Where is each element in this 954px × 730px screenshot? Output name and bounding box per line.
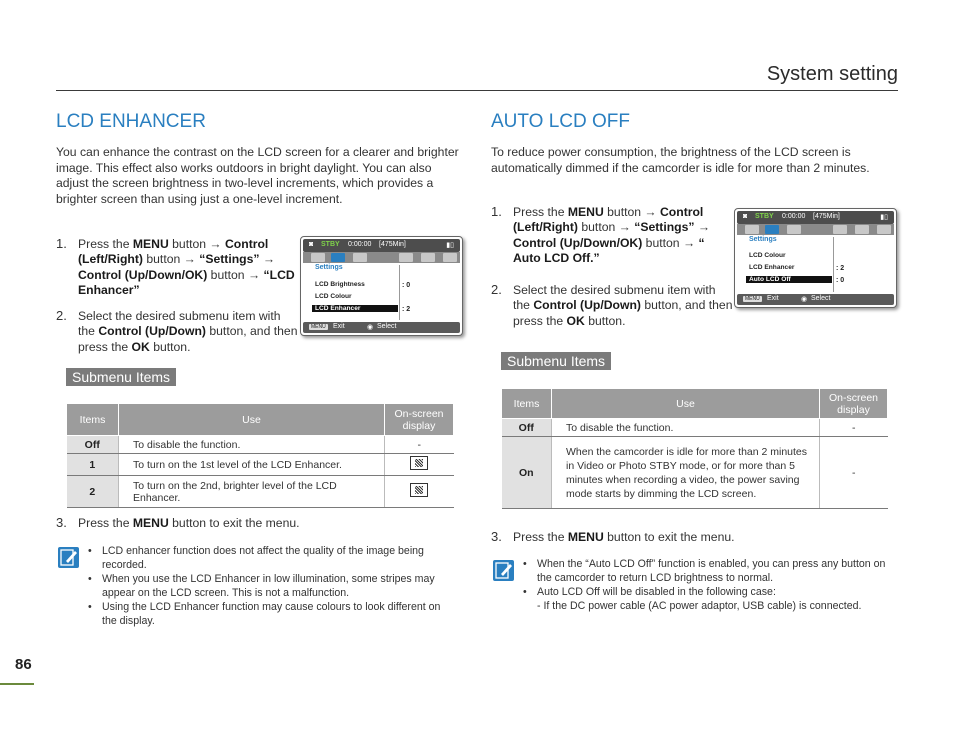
settings-label: Settings — [315, 264, 343, 271]
row-use: To turn on the 2nd, brighter level of the LCD Enhancer. — [119, 476, 385, 508]
row-item: Off — [67, 436, 119, 454]
select-label: Select — [377, 323, 397, 330]
col-header-items: Items — [502, 389, 552, 419]
submenu-items-badge: Submenu Items — [66, 368, 176, 386]
row-item: 1 — [67, 454, 119, 476]
col-header-display: On-screen display — [385, 404, 454, 436]
tab-icon — [745, 225, 759, 234]
menu-tabs — [737, 224, 894, 235]
exit-label: Exit — [333, 323, 345, 330]
menu-value: : 2 — [402, 306, 411, 313]
step-number: 1. — [491, 204, 502, 219]
settings-gear-icon — [765, 225, 779, 234]
menu-item-lcd-enhancer: LCD Enhancer — [749, 264, 795, 271]
row-display — [385, 454, 454, 476]
step-number: 2. — [491, 282, 502, 297]
menu-value: : 0 — [836, 277, 845, 284]
battery-icon: ▮▯ — [446, 242, 454, 249]
lcd-enhancer-1-icon — [410, 456, 428, 470]
lcd-status-bar — [737, 211, 894, 224]
step-number: 3. — [491, 529, 502, 544]
page-number: 86 — [15, 656, 32, 673]
menu-value: : 0 — [402, 282, 411, 289]
auto-lcd-off-title: AUTO LCD OFF — [491, 111, 630, 132]
lcd-status-bar — [303, 239, 460, 252]
row-item: On — [502, 437, 552, 509]
camcorder-lcd-screen — [300, 236, 463, 336]
note-item: • LCD enhancer function does not affect the quality of the image being recorded. — [86, 544, 458, 572]
step-3 — [56, 516, 456, 532]
col-header-use: Use — [552, 389, 820, 419]
menu-item-lcd-enhancer: LCD Enhancer — [312, 305, 398, 312]
lcd-bottom-bar — [303, 322, 460, 333]
row-display: - — [385, 436, 454, 454]
row-display — [385, 476, 454, 508]
page-number-rule — [0, 683, 34, 685]
auto-lcd-off-table — [501, 388, 888, 509]
table-row — [67, 454, 454, 476]
table-row — [67, 436, 454, 454]
time-counter: 0:00:00 — [348, 241, 372, 248]
step-text: Select the desired submenu item with the Control (Up/Down) button, and then press the OK button. — [78, 309, 298, 354]
camera-mode-icon: ◙ — [743, 213, 748, 220]
step-2 — [491, 283, 736, 331]
lcd-enhancer-title: LCD ENHANCER — [56, 111, 206, 132]
lcd-enhancer-notes — [86, 544, 458, 628]
row-use: To turn on the 1st level of the LCD Enhancer. — [119, 454, 385, 476]
note-item: • Using the LCD Enhancer function may cause colours to look different on the display. — [86, 600, 458, 628]
menu-key-chip: MENU — [311, 324, 326, 330]
row-use: When the camcorder is idle for more than 2 minutes in Video or Photo STBY mode, or for more than 5 minutes when recording a video, the power saving mode starts by dimming the LCD screen. — [552, 437, 820, 509]
row-display: - — [820, 437, 888, 509]
lcd-enhancer-table — [66, 403, 454, 508]
header-divider — [56, 90, 898, 91]
step-text: Press the MENU button to exit the menu. — [513, 530, 735, 544]
table-row — [67, 476, 454, 508]
tab-icon — [855, 225, 869, 234]
note-item: • When the “Auto LCD Off” function is enabled, you can press any button on the camcorder to return LCD brightness to normal. — [521, 557, 893, 585]
lcd-bottom-bar — [737, 294, 894, 305]
select-key-icon: ◉ — [367, 324, 374, 331]
battery-icon: ▮▯ — [880, 214, 888, 221]
note-sub-item: - If the DC power cable (AC power adaptor, USB cable) is connected. — [537, 600, 862, 612]
menu-key-chip: MENU — [745, 296, 760, 302]
submenu-items-badge: Submenu Items — [501, 352, 611, 370]
step-text: Press the MENU button → Control (Left/Right) button → “Settings” → Control (Up/Down/OK) button → “LCD Enhancer” — [78, 237, 295, 298]
exit-label: Exit — [767, 295, 779, 302]
camera-mode-icon: ◙ — [309, 241, 314, 248]
stby-label: STBY — [755, 213, 774, 220]
note-item: • When you use the LCD Enhancer in low illumination, some stripes may appear on the LCD screen. This is not a malfunction. — [86, 572, 458, 600]
stby-label: STBY — [321, 241, 340, 248]
tab-icon — [399, 253, 413, 262]
menu-divider — [399, 265, 400, 320]
auto-lcd-off-notes — [521, 557, 893, 613]
tab-icon — [877, 225, 891, 234]
col-header-use: Use — [119, 404, 385, 436]
settings-label: Settings — [749, 236, 777, 243]
menu-item-lcd-colour: LCD Colour — [315, 293, 352, 300]
select-label: Select — [811, 295, 831, 302]
camcorder-lcd-screen — [734, 208, 897, 308]
row-display: - — [820, 419, 888, 437]
note-item: • Auto LCD Off will be disabled in the following case: — [521, 585, 893, 599]
lcd-enhancer-intro: You can enhance the contrast on the LCD screen for a clearer and brighter image. This effect also works outdoors in bright daylight. You can also adjust the screen brightness in two-level increments, which provides a brighter screen than using just a one-level increment. — [56, 145, 459, 206]
tab-icon — [833, 225, 847, 234]
row-use: To disable the function. — [119, 436, 385, 454]
remaining-time: [475Min] — [813, 213, 840, 220]
step-3 — [491, 530, 891, 546]
row-item: 2 — [67, 476, 119, 508]
auto-lcd-off-intro: To reduce power consumption, the brightness of the LCD screen is automatically dimmed if the camcorder is idle for more than 2 minutes. — [491, 145, 870, 175]
settings-gear-icon — [331, 253, 345, 262]
tab-icon — [421, 253, 435, 262]
menu-item-auto-lcd-off: Auto LCD Off — [746, 276, 832, 283]
chapter-title: System setting — [766, 63, 898, 85]
note-pencil-icon — [493, 560, 514, 581]
row-use: To disable the function. — [552, 419, 820, 437]
col-header-display: On-screen display — [820, 389, 888, 419]
time-counter: 0:00:00 — [782, 213, 806, 220]
menu-divider — [833, 237, 834, 292]
row-item: Off — [502, 419, 552, 437]
step-2 — [56, 309, 301, 357]
select-key-icon: ◉ — [801, 296, 808, 303]
lcd-enhancer-2-icon — [410, 483, 428, 497]
table-row — [502, 419, 888, 437]
step-text: Press the MENU button to exit the menu. — [78, 516, 300, 530]
step-text: Select the desired submenu item with the Control (Up/Down) button, and then press the OK button. — [513, 283, 733, 328]
menu-item-lcd-colour: LCD Colour — [749, 252, 786, 259]
step-1 — [56, 237, 301, 299]
tab-icon — [311, 253, 325, 262]
table-row — [502, 437, 888, 509]
step-1 — [491, 205, 736, 267]
menu-tabs — [303, 252, 460, 263]
menu-item-lcd-brightness: LCD Brightness — [315, 281, 365, 288]
step-number: 2. — [56, 308, 67, 323]
menu-value: : 2 — [836, 265, 845, 272]
tab-icon — [353, 253, 367, 262]
step-number: 3. — [56, 515, 67, 530]
col-header-items: Items — [67, 404, 119, 436]
step-text: Press the MENU button → Control (Left/Right) button → “Settings” → Control (Up/Down/OK) button → “ Auto LCD Off.” — [513, 205, 711, 266]
note-pencil-icon — [58, 547, 79, 568]
remaining-time: [475Min] — [379, 241, 406, 248]
tab-icon — [443, 253, 457, 262]
step-number: 1. — [56, 236, 67, 251]
tab-icon — [787, 225, 801, 234]
